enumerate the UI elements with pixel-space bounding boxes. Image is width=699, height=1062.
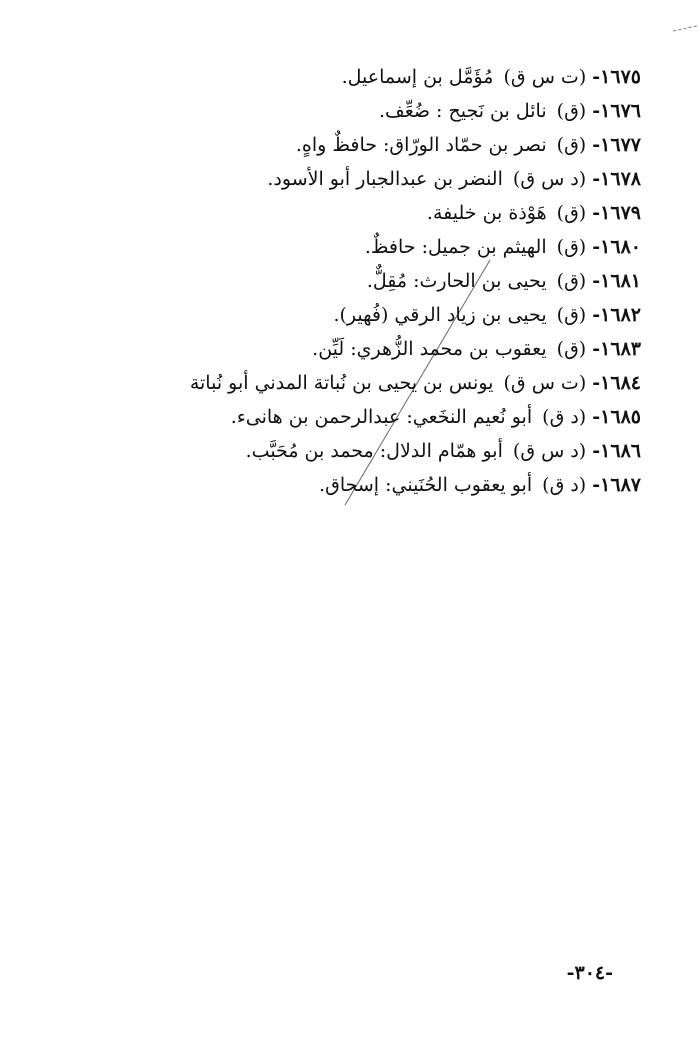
page-number: -٣٠٤- (566, 962, 613, 984)
entry-number: ١٦٨١- (592, 270, 641, 292)
entry-number: ١٦٨٧- (592, 474, 641, 496)
entry-code: (د ق) (542, 406, 587, 428)
entry-text: يونس بن يحيى بن نُباتة المدني أبو نُباتة (189, 372, 494, 394)
list-item (81, 468, 641, 502)
entry-text: يعقوب بن محمد الزُّهري: لَيِّن. (312, 338, 547, 360)
narrator-entry-list (81, 60, 641, 502)
entry-number: ١٦٧٥- (592, 66, 641, 88)
entry-code: (ت س ق) (503, 372, 587, 394)
entry-text: نائل بن نَجيح : ضُعِّف. (378, 100, 547, 122)
list-item (81, 230, 641, 264)
entry-text: النضر بن عبدالجبار أبو الأسود. (267, 168, 503, 190)
list-item (81, 94, 641, 128)
list-item (81, 400, 641, 434)
entry-number: ١٦٨٢- (592, 304, 641, 326)
entry-text: أبو يعقوب الحُنَيني: إسحاق. (319, 474, 533, 496)
entry-code: (ق) (556, 100, 587, 122)
entry-text: الهيثم بن جميل: حافظٌ. (364, 236, 547, 258)
entry-text: أبو همّام الدلال: محمد بن مُحَبَّب. (245, 440, 503, 462)
entry-code: (د ق) (542, 474, 587, 496)
entry-number: ١٦٨٥- (592, 406, 641, 428)
entry-text: مُؤَمَّل بن إسماعيل. (341, 66, 494, 88)
entry-text: نصر بن حمّاد الورّاق: حافظٌ واهٍ. (295, 134, 547, 156)
entry-code: (ق) (556, 236, 587, 258)
list-item (81, 264, 641, 298)
list-item (81, 434, 641, 468)
entry-number: ١٦٨٠- (592, 236, 641, 258)
entry-text: يحيى بن زياد الرقي (فُهير). (333, 304, 547, 326)
list-item (81, 60, 641, 94)
entry-code: (ت س ق) (503, 66, 587, 88)
entry-text: هَوْذة بن خليفة. (426, 202, 547, 224)
entry-code: (د س ق) (512, 168, 587, 190)
entry-number: ١٦٧٩- (592, 202, 641, 224)
entry-number: ١٦٨٤- (592, 372, 641, 394)
entry-number: ١٦٧٧- (592, 134, 641, 156)
entry-code: (د س ق) (512, 440, 587, 462)
entry-number: ١٦٧٨- (592, 168, 641, 190)
list-item (81, 298, 641, 332)
entry-code: (ق) (556, 338, 587, 360)
entry-text: أبو نُعيم النخَعي: عبدالرحمن بن هانىء. (230, 406, 533, 428)
list-item (81, 332, 641, 366)
list-item (81, 128, 641, 162)
entry-code: (ق) (556, 304, 587, 326)
entry-number: ١٦٨٣- (592, 338, 641, 360)
entry-code: (ق) (556, 270, 587, 292)
list-item (81, 162, 641, 196)
entry-number: ١٦٧٦- (592, 100, 641, 122)
list-item (81, 366, 641, 400)
list-item (81, 196, 641, 230)
entry-number: ١٦٨٦- (592, 440, 641, 462)
entry-text: يحيى بن الحارث: مُقِلٌّ. (366, 270, 547, 292)
entry-code: (ق) (556, 202, 587, 224)
entry-code: (ق) (556, 134, 587, 156)
